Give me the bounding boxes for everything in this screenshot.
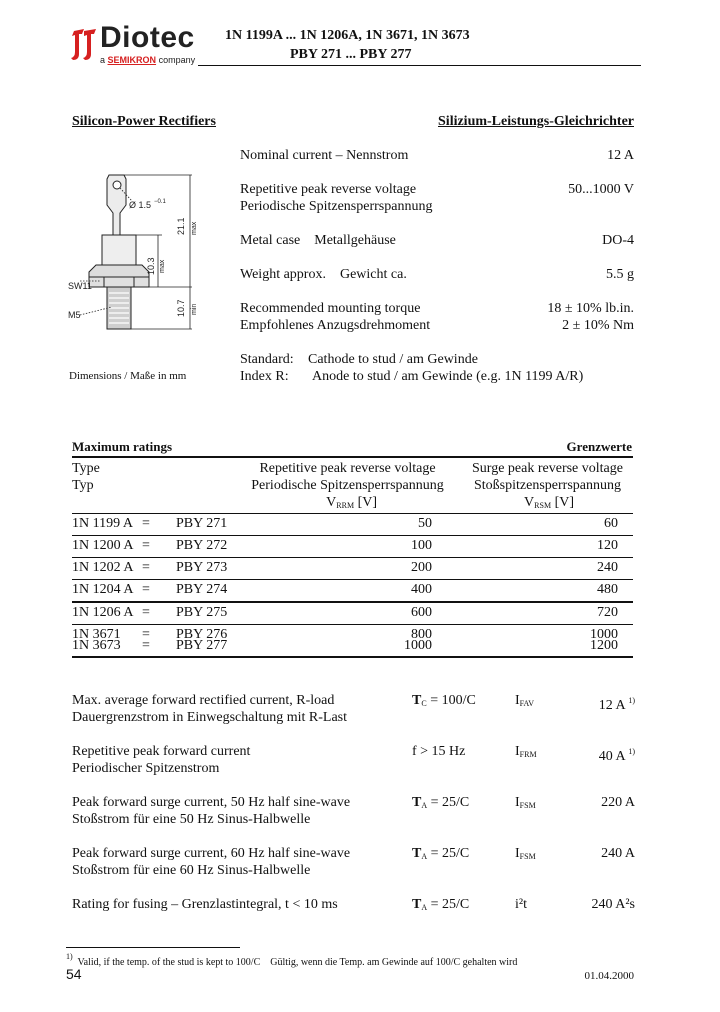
type-separator: = — [142, 627, 150, 642]
svg-text:21.1: 21.1 — [176, 217, 186, 235]
spec-condition: $T_C = 100/C$ — [412, 693, 476, 708]
header-rule — [198, 65, 641, 66]
vrrm-value: 600 — [411, 605, 432, 620]
feature-case-value: DO-4 — [602, 233, 634, 248]
page-number: 54 — [66, 966, 82, 982]
spec-value: 240 A²s — [591, 897, 635, 912]
vrrm-value: 200 — [411, 560, 432, 575]
feature-torque-value: 18 ± 10% lb.in. — [547, 301, 634, 316]
spec-label-en: Rating for fusing – Grenzlastintegral, t < 10 ms — [72, 897, 338, 912]
type-pby: PBY 277 — [176, 638, 228, 653]
table-row — [72, 536, 632, 556]
type-separator: = — [142, 605, 150, 620]
feature-torque-value-de: 2 ± 10% Nm — [562, 318, 634, 333]
diotec-logo-icon — [70, 28, 98, 62]
type-pby: PBY 275 — [176, 605, 228, 620]
spec-symbol: $I_{FRM}$ — [515, 744, 537, 759]
type-pby: PBY 274 — [176, 582, 228, 597]
vrrm-value: 1000 — [404, 638, 432, 653]
section-title-en: Silicon-Power Rectifiers — [72, 114, 216, 129]
type-1n: 1N 3673 — [72, 638, 121, 653]
title-line-1: 1N 1199A ... 1N 1206A, 1N 3671, 1N 3673 — [225, 28, 470, 43]
spec-value: 240 A — [601, 846, 635, 861]
vrrm-value: 400 — [411, 582, 432, 597]
spec-label-de: Stoßstrom für eine 60 Hz Sinus-Halbwelle — [72, 863, 311, 878]
tagline-brand: SEMIKRON — [107, 55, 157, 65]
type-1n: 1N 1200 A — [72, 538, 134, 553]
spec-symbol: i²t — [515, 897, 527, 912]
type-pby: PBY 273 — [176, 560, 228, 575]
spec-condition: f > 15 Hz — [412, 744, 466, 759]
spec-label-de: Stoßstrom für eine 50 Hz Sinus-Halbwelle — [72, 812, 311, 827]
vrsm-value: 720 — [597, 605, 618, 620]
spec-label-en: Peak forward surge current, 50 Hz half sine-wave — [72, 795, 351, 810]
table-row — [72, 558, 632, 578]
polarity-standard-label: Standard: — [240, 352, 294, 367]
hole-dim: Ø 1.5 — [129, 200, 152, 210]
ratings-title-en: Maximum ratings — [72, 439, 173, 454]
spec-label-en: Max. average forward rectified current, R-load — [72, 693, 335, 708]
col-type-en: Type — [72, 461, 100, 476]
type-separator: = — [142, 638, 150, 653]
table-row — [72, 603, 632, 623]
spec-value: 40 A $^{1)}$ — [598, 747, 635, 764]
spec-label-de: Dauergrenzstrom in Einwegschaltung mit R-Last — [72, 710, 348, 725]
spec-value: 12 A $^{1)}$ — [598, 696, 635, 713]
col-vrrm-de: Periodische Spitzensperrspannung — [251, 478, 444, 493]
feature-weight-value: 5.5 g — [606, 267, 634, 282]
spec-ifrm — [72, 743, 635, 777]
polarity-index-label: Index R: — [240, 369, 289, 384]
svg-text:max: max — [191, 221, 198, 235]
col-vrsm-de: Stoßspitzensperrspannung — [474, 478, 621, 493]
vrrm-value: 100 — [411, 538, 432, 553]
type-1n: 1N 3671 — [72, 627, 121, 642]
spec-condition: $T_A = 25/C$ — [412, 846, 470, 861]
spec-symbol: $I_{FSM}$ — [515, 795, 536, 810]
spec-i2t — [72, 896, 635, 913]
feature-vrrm-value: 50...1000 V — [568, 182, 634, 197]
type-pby: PBY 271 — [176, 516, 228, 531]
col-type-de: Typ — [72, 478, 94, 493]
type-separator: = — [142, 582, 150, 597]
vrsm-value: 480 — [597, 582, 618, 597]
type-pby: PBY 272 — [176, 538, 228, 553]
tagline-suffix: company — [158, 55, 196, 65]
type-pby: PBY 276 — [176, 627, 228, 642]
spec-symbol: $I_{FSM}$ — [515, 846, 536, 861]
footnote-rule — [66, 947, 240, 948]
package-drawing — [62, 165, 232, 340]
svg-text:10.3: 10.3 — [146, 257, 156, 275]
spec-label-en: Repetitive peak forward current — [72, 744, 251, 759]
svg-text:10.7: 10.7 — [176, 299, 186, 317]
feature-vrrm-label: Repetitive peak reverse voltage — [240, 182, 417, 197]
type-separator: = — [142, 538, 150, 553]
table-row — [72, 514, 632, 534]
footnote: $^{1)}$ Valid, if the temp. of the stud is kept to 100/C Gültig, wenn die Temp. am Gewinde auf 100/C gehalten wird — [66, 952, 518, 968]
spec-ifav — [72, 692, 635, 726]
title-line-2: PBY 271 ... PBY 277 — [290, 47, 412, 62]
feature-weight-label: Weight approx. Gewicht ca. — [240, 267, 407, 282]
svg-text:min: min — [191, 303, 198, 315]
spec-ifsm-60hz — [72, 845, 635, 879]
vrsm-value: 1200 — [590, 638, 618, 653]
col-vrsm-en: Surge peak reverse voltage — [472, 461, 623, 476]
document-date: 01.04.2000 — [584, 970, 634, 982]
type-1n: 1N 1202 A — [72, 560, 134, 575]
feature-nominal-current-label: Nominal current – Nennstrom — [240, 148, 409, 163]
polarity-index-text: Anode to stud / am Gewinde (e.g. 1N 1199 A/R) — [312, 369, 584, 384]
spec-symbol: $I_{FAV}$ — [515, 693, 535, 708]
svg-text:M5: M5 — [68, 310, 81, 320]
feature-torque-label-de: Empfohlenes Anzugsdrehmoment — [240, 318, 431, 333]
feature-vrrm-label-de: Periodische Spitzensperrspannung — [240, 199, 433, 214]
vrsm-value: 120 — [597, 538, 618, 553]
logo-name: Diotec — [100, 21, 195, 54]
ratings-title-de: Grenzwerte — [566, 439, 632, 454]
spec-value: 220 A — [601, 795, 635, 810]
type-separator: = — [142, 516, 150, 531]
vrsm-value: 60 — [604, 516, 618, 531]
vrrm-value: 800 — [411, 627, 432, 642]
spec-ifsm-50hz — [72, 794, 635, 828]
type-1n: 1N 1199 A — [72, 516, 133, 531]
table-bottom-rule — [72, 656, 633, 658]
feature-case-label: Metal case Metallgehäuse — [240, 233, 396, 248]
table-row — [72, 580, 632, 600]
svg-text:−0.1: −0.1 — [154, 199, 166, 205]
spec-condition: $T_A = 25/C$ — [412, 897, 470, 912]
vrsm-value: 1000 — [590, 627, 618, 642]
section-title-de: Silizium-Leistungs-Gleichrichter — [438, 114, 634, 129]
spec-label-en: Peak forward surge current, 60 Hz half sine-wave — [72, 846, 351, 861]
col-vrrm-symbol: $V_{RRM}$ [V] — [326, 495, 377, 510]
ratings-top-rule — [72, 456, 633, 458]
vrsm-value: 240 — [597, 560, 618, 575]
logo-tagline — [100, 55, 195, 65]
vrrm-value: 50 — [418, 516, 432, 531]
svg-text:SW11: SW11 — [68, 281, 92, 291]
type-1n: 1N 1206 A — [72, 605, 134, 620]
svg-text:max: max — [159, 259, 166, 273]
drawing-caption: Dimensions / Maße in mm — [69, 370, 187, 382]
col-vrrm-en: Repetitive peak reverse voltage — [259, 461, 436, 476]
feature-torque-label: Recommended mounting torque — [240, 301, 421, 316]
col-vrsm-symbol: $V_{RSM}$ [V] — [524, 495, 574, 510]
tagline-prefix: a — [100, 55, 106, 65]
type-1n: 1N 1204 A — [72, 582, 134, 597]
feature-nominal-current-value: 12 A — [607, 148, 634, 163]
table-row — [72, 636, 632, 656]
polarity-standard-text: Cathode to stud / am Gewinde — [308, 352, 478, 367]
spec-label-de: Periodischer Spitzenstrom — [72, 761, 220, 776]
type-separator: = — [142, 560, 150, 575]
spec-condition: $T_A = 25/C$ — [412, 795, 470, 810]
